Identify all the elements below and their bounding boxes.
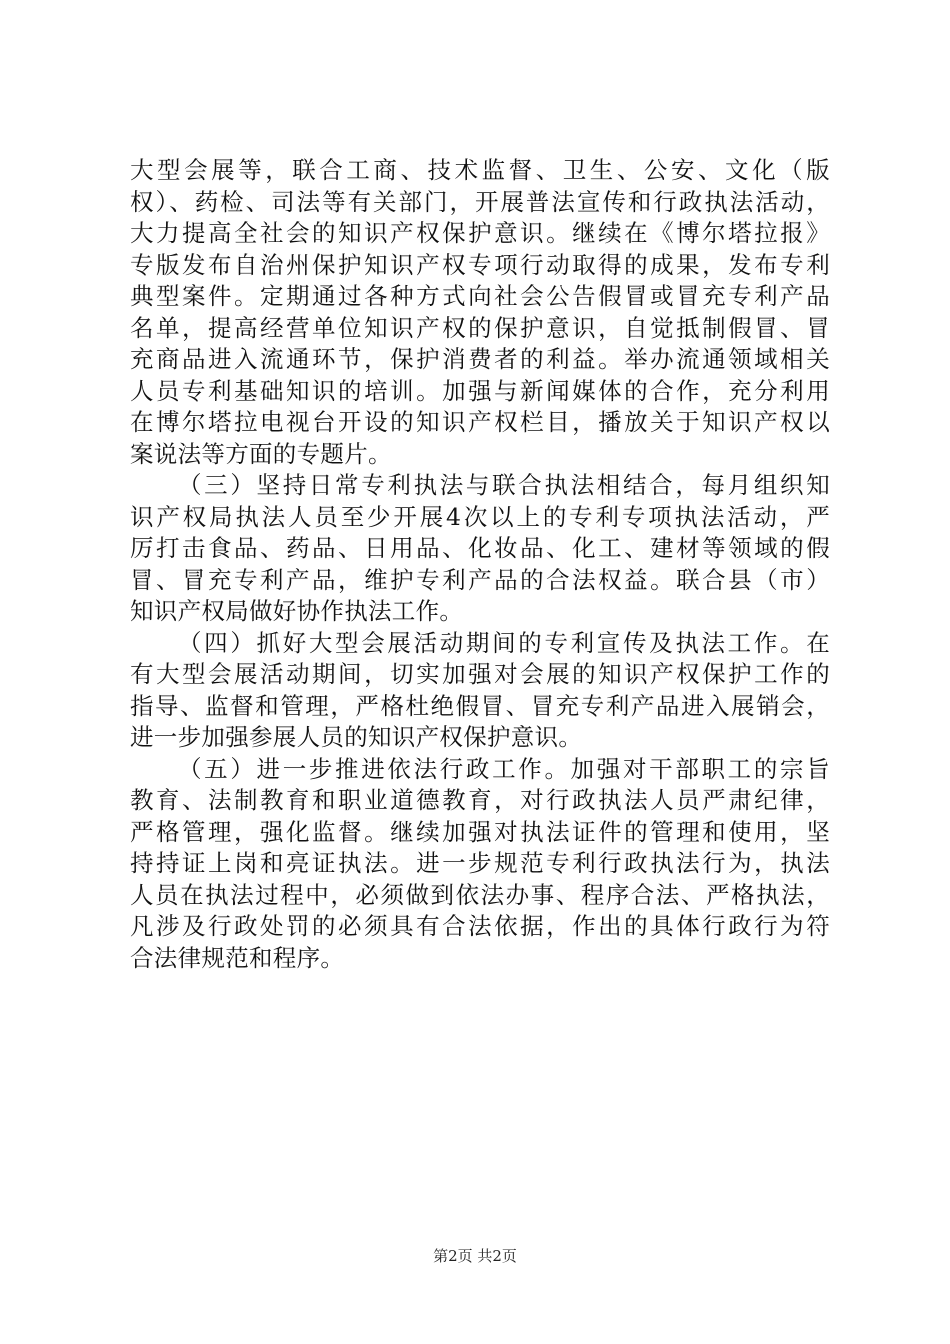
text-line: 严格管理，强化监督。继续加强对执法证件的管理和使用，坚: [130, 817, 830, 846]
text-line: 持持证上岗和亮证执法。进一步规范专利行政执法行为，执法: [130, 849, 830, 877]
text-line: 冒、冒充专利产品，维护专利产品的合法权益。联合县（市）: [130, 565, 830, 594]
text-line: 合法律规范和程序。: [130, 943, 345, 972]
text-line: 大力提高全社会的知识产权保护意识。继续在《博尔塔拉报》: [130, 219, 830, 247]
text-line: 典型案件。定期通过各种方式向社会公告假冒或冒充专利产品: [130, 282, 830, 310]
document-body: [130, 155, 830, 974]
text-line: 名单，提高经营单位知识产权的保护意识，自觉抵制假冒、冒: [130, 313, 830, 342]
text-line: 在博尔塔拉电视台开设的知识产权栏目，播放关于知识产权以: [130, 408, 830, 436]
text-line: 厉打击食品、药品、日用品、化妆品、化工、建材等领域的假: [130, 534, 830, 562]
text-line: （四）抓好大型会展活动期间的专利宣传及执法工作。在: [178, 628, 830, 657]
text-line: 充商品进入流通环节，保护消费者的利益。举办流通领域相关: [130, 345, 830, 373]
text-line: 权）、药检、司法等有关部门，开展普法宣传和行政执法活动，: [130, 187, 830, 216]
text-line: 指导、监督和管理，严格杜绝假冒、冒充专利产品进入展销会，: [130, 691, 830, 720]
text-line: 教育、法制教育和职业道德教育，对行政执法人员严肃纪律，: [130, 786, 830, 814]
text-line: （三）坚持日常专利执法与联合执法相结合，每月组织知: [178, 471, 830, 499]
text-line: 大型会展等，联合工商、技术监督、卫生、公安、文化（版: [130, 156, 830, 184]
text-line: 案说法等方面的专题片。: [130, 439, 392, 468]
text-line: 知识产权局做好协作执法工作。: [130, 597, 464, 625]
text-line: 专版发布自治州保护知识产权专项行动取得的成果，发布专利: [130, 250, 830, 279]
text-line: 凡涉及行政处罚的必须具有合法依据，作出的具体行政行为符: [130, 912, 830, 940]
text-line: （五）进一步推进依法行政工作。加强对干部职工的宗旨: [178, 754, 830, 783]
text-line: 识产权局执法人员至少开展4次以上的专利专项执法活动，严: [130, 502, 830, 531]
text-line: 人员在执法过程中，必须做到依法办事、程序合法、严格执法，: [130, 880, 830, 909]
text-line: 人员专利基础知识的培训。加强与新闻媒体的合作，充分利用: [130, 376, 830, 405]
text-line: 有大型会展活动期间，切实加强对会展的知识产权保护工作的: [130, 660, 830, 688]
text-line: 进一步加强参展人员的知识产权保护意识。: [130, 723, 583, 751]
page-footer: 第2页 共2页: [433, 1247, 517, 1265]
